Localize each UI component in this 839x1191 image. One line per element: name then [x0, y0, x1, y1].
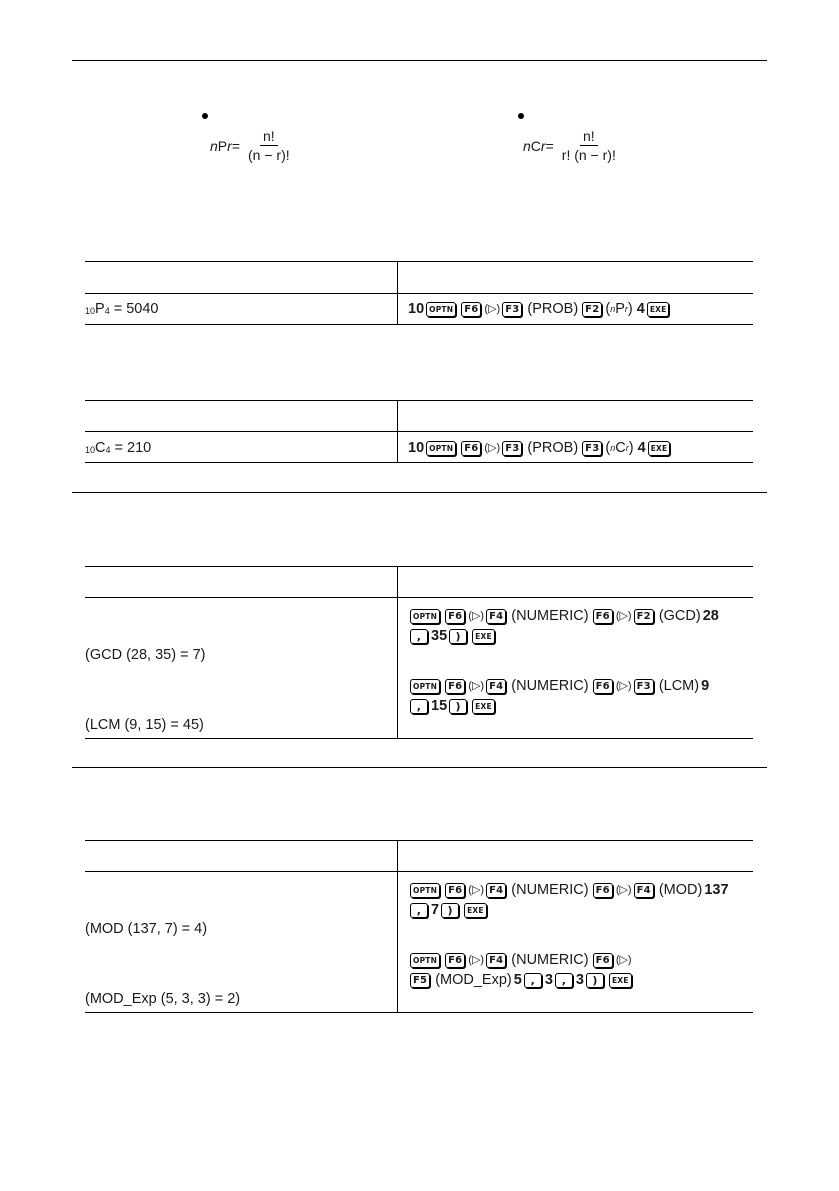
prob-label: (PROB)	[527, 440, 579, 456]
f6-key: F6	[445, 953, 465, 968]
comma-key-2: ,	[555, 973, 573, 988]
comma-key: ,	[410, 699, 428, 714]
perm-eq: =	[231, 137, 240, 154]
bullet-perm	[202, 113, 208, 119]
table2-expression: 10C4 = 210	[85, 440, 152, 456]
next-indicator: (▷)	[484, 303, 501, 315]
optn-key: OPTN	[410, 953, 440, 968]
table4-bottom-rule	[85, 1012, 753, 1013]
bullet-comb	[518, 113, 524, 119]
f6-key-2: F6	[593, 883, 613, 898]
combination-formula	[523, 128, 619, 163]
close-paren-key: )	[586, 973, 604, 988]
section-rule-1	[72, 492, 767, 493]
f6-key: F6	[445, 883, 465, 898]
table3-mid-rule	[85, 597, 753, 598]
table4-divider	[397, 840, 398, 1013]
table3-bottom-rule	[85, 738, 753, 739]
table2-keystrokes: 10 OPTN F6 (▷) F3 (PROB) F3 ( n C r ) 4 EXE	[408, 439, 673, 457]
f4-key: F4	[486, 609, 506, 624]
f6-key-2: F6	[593, 609, 613, 624]
table3-top-rule	[85, 566, 753, 567]
mod-keys-line2: , 7 ) EXE	[408, 901, 490, 919]
mod-keys-line1: OPTN F6 (▷) F4 (NUMERIC) F6 (▷) F4 (MOD) 137	[408, 881, 729, 899]
f3-key: F3	[634, 679, 654, 694]
mod-label: (MOD (137, 7) = 4)	[85, 921, 208, 937]
modexp-label: (MOD_Exp (5, 3, 3) = 2)	[85, 991, 241, 1007]
perm-numerator: n!	[260, 128, 278, 146]
f4-key: F4	[486, 953, 506, 968]
table2-top-rule	[85, 400, 753, 401]
optn-key: OPTN	[410, 609, 440, 624]
table1-top-rule	[85, 261, 753, 262]
f3-key: F3	[502, 441, 522, 456]
exe-key: EXE	[648, 441, 671, 456]
f2-key: F2	[634, 609, 654, 624]
exe-key: EXE	[647, 302, 670, 317]
optn-key: OPTN	[410, 883, 440, 898]
comb-denominator: r! (n − r)!	[561, 147, 616, 163]
gcd-label: (GCD (28, 35) = 7)	[85, 647, 206, 663]
optn-key: OPTN	[410, 679, 440, 694]
f6-key: F6	[461, 441, 481, 456]
modexp-keys-line1: OPTN F6 (▷) F4 (NUMERIC) F6 (▷)	[408, 951, 632, 969]
header-rule	[72, 60, 767, 61]
lcm-keys-line2: , 15 ) EXE	[408, 697, 498, 715]
comb-eq: =	[545, 137, 554, 154]
perm-n: n	[210, 137, 218, 154]
f3-key-2: F3	[582, 441, 602, 456]
comb-fraction	[559, 128, 619, 163]
f4-key-2: F4	[634, 883, 654, 898]
exe-key: EXE	[464, 903, 487, 918]
optn-key: OPTN	[426, 302, 456, 317]
perm-p: P	[217, 137, 228, 154]
f5-key: F5	[410, 973, 430, 988]
f6-key: F6	[445, 609, 465, 624]
comb-n: n	[523, 137, 531, 154]
close-paren-key: )	[449, 699, 467, 714]
comma-key: ,	[410, 629, 428, 644]
f6-key-2: F6	[593, 679, 613, 694]
table1-mid-rule	[85, 293, 753, 294]
comb-numerator: n!	[580, 128, 598, 146]
perm-r: r	[227, 137, 232, 154]
permutation-formula	[210, 128, 293, 163]
table4-mid-rule	[85, 871, 753, 872]
lcm-label: (LCM (9, 15) = 45)	[85, 717, 204, 733]
table2-mid-rule	[85, 431, 753, 432]
table3-divider	[397, 566, 398, 739]
f6-key-2: F6	[593, 953, 613, 968]
table1-expression: 10P4 = 5040	[85, 301, 159, 317]
close-paren-key: )	[449, 629, 467, 644]
table1-bottom-rule	[85, 324, 753, 325]
optn-key: OPTN	[426, 441, 456, 456]
gcd-keys-line1: OPTN F6 (▷) F4 (NUMERIC) F6 (▷) F2 (GCD) 28	[408, 607, 719, 625]
f4-key: F4	[486, 679, 506, 694]
close-paren-key: )	[441, 903, 459, 918]
table2-bottom-rule	[85, 462, 753, 463]
f3-key: F3	[502, 302, 522, 317]
table1-keystrokes: 10 OPTN F6 (▷) F3 (PROB) F2 ( n P r ) 4 EXE	[408, 300, 672, 318]
exe-key: EXE	[472, 629, 495, 644]
prob-label: (PROB)	[527, 301, 579, 317]
exe-key: EXE	[609, 973, 632, 988]
f6-key: F6	[445, 679, 465, 694]
section-rule-2	[72, 767, 767, 768]
table2-divider	[397, 400, 398, 463]
f4-key: F4	[486, 883, 506, 898]
comma-key: ,	[410, 903, 428, 918]
gcd-keys-line2: , 35 ) EXE	[408, 627, 498, 645]
table1-divider	[397, 261, 398, 325]
comb-c: C	[530, 137, 541, 154]
next-indicator: (▷)	[484, 442, 501, 454]
f2-key: F2	[582, 302, 602, 317]
comb-r: r	[540, 137, 546, 154]
table4-top-rule	[85, 840, 753, 841]
perm-denominator: (n − r)!	[248, 147, 290, 163]
f6-key: F6	[461, 302, 481, 317]
lcm-keys-line1: OPTN F6 (▷) F4 (NUMERIC) F6 (▷) F3 (LCM) 9	[408, 677, 709, 695]
exe-key: EXE	[472, 699, 495, 714]
perm-fraction	[245, 128, 293, 163]
modexp-keys-line2: F5 (MOD_Exp) 5 , 3 , 3 ) EXE	[408, 971, 635, 989]
comma-key: ,	[524, 973, 542, 988]
